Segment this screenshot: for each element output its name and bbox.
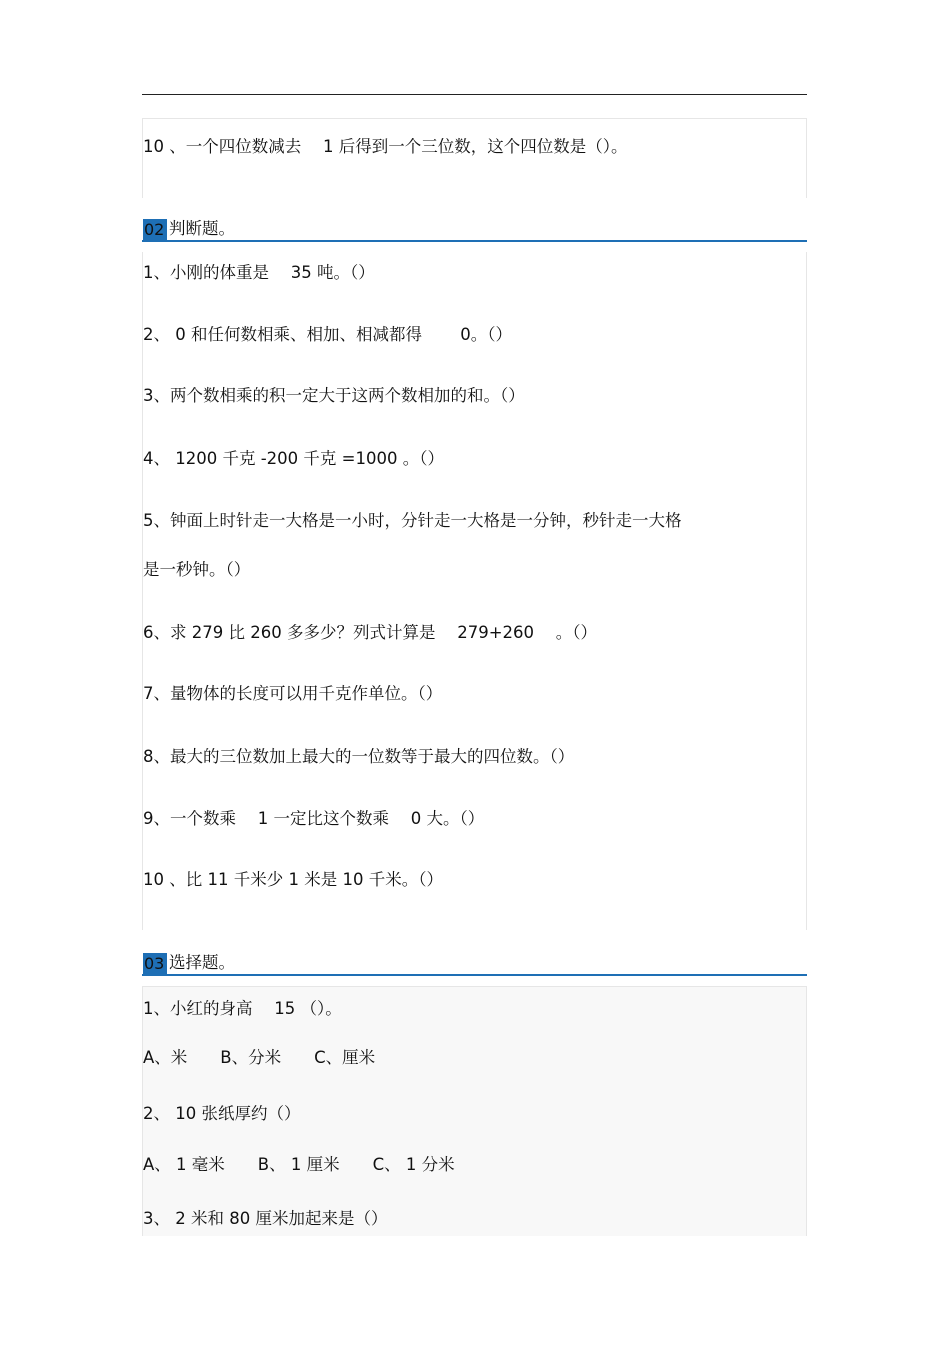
section-rule bbox=[142, 974, 807, 976]
judge-question: 10 、比 11 千米少 1 米是 10 千米。（） bbox=[143, 870, 443, 889]
judge-question: 4、 1200 千克 -200 千克 =1000 。（） bbox=[143, 449, 444, 468]
section-number: 02 bbox=[143, 219, 167, 240]
judge-question: 3、两个数相乘的积一定大于这两个数相加的和。（） bbox=[143, 386, 525, 405]
judge-question: 2、 0 和任何数相乘、相加、相减都得 0。（） bbox=[143, 325, 512, 344]
section-number: 03 bbox=[143, 953, 167, 974]
fill-in-box bbox=[142, 118, 807, 198]
section-title: 选择题。 bbox=[169, 953, 235, 972]
judge-question: 1、小刚的体重是 35 吨。（） bbox=[143, 263, 375, 282]
section-header-judge bbox=[142, 218, 807, 242]
judge-question: 6、求 279 比 260 多多少？列式计算是 279+260 。（） bbox=[143, 623, 598, 642]
choice-options: A、米 B、分米 C、厘米 bbox=[143, 1048, 376, 1067]
top-divider bbox=[142, 94, 807, 95]
judge-question: 7、量物体的长度可以用千克作单位。（） bbox=[143, 684, 443, 703]
judge-question-continued: 是一秒钟。（） bbox=[143, 560, 251, 579]
choice-question: 3、 2 米和 80 厘米加起来是（） bbox=[143, 1209, 388, 1228]
choice-question: 2、 10 张纸厚约（） bbox=[143, 1104, 301, 1123]
choice-options: A、 1 毫米 B、 1 厘米 C、 1 分米 bbox=[143, 1155, 455, 1174]
choice-question: 1、小红的身高 15 （）。 bbox=[143, 999, 342, 1018]
judge-question: 5、钟面上时针走一大格是一小时，分针走一大格是一分钟，秒针走一大格 bbox=[143, 511, 682, 530]
section-title: 判断题。 bbox=[169, 219, 235, 238]
section-rule bbox=[142, 240, 807, 242]
section-header-choice bbox=[142, 952, 807, 976]
fill-in-question-10: 10 、一个四位数减去 1 后得到一个三位数，这个四位数是（）。 bbox=[143, 137, 628, 156]
judge-question: 8、最大的三位数加上最大的一位数等于最大的四位数。（） bbox=[143, 747, 575, 766]
judge-question: 9、一个数乘 1 一定比这个数乘 0 大。（） bbox=[143, 809, 485, 828]
